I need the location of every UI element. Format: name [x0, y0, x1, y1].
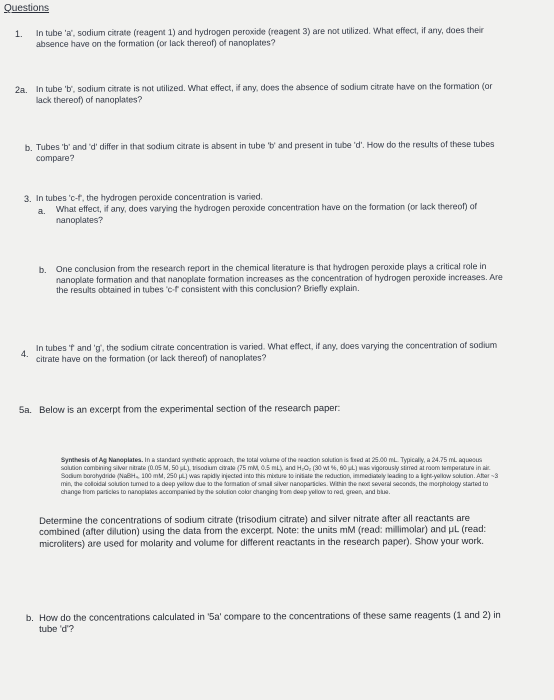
question-4-text: In tubes 'f' and 'g', the sodium citrate concentration is varied. What effect, if any, does varying the concentration of sodium citrate have on the formation (or lack thereof) of nanoplates?	[36, 339, 498, 364]
question-5a-prompt: Determine the concentrations of sodium citrate (trisodium citrate) and silver nitrate after all reactants are combined (after dilution) using the data from the excerpt. Note: the units mM (read: millimolar) and μL (read: microliters) are used for molarity and volume for different reactants in the research paper). Show your work.	[39, 511, 487, 549]
question-5b-number: b.	[26, 612, 34, 623]
question-3-number: 3.	[24, 194, 32, 204]
question-3a-text: What effect, if any, does varying the hydrogen peroxide concentration have on the formation (or lack thereof) of nanoplates?	[56, 201, 478, 225]
question-2a-number: 2a.	[15, 85, 28, 95]
question-3b-text: One conclusion from the research report in the chemical literature is that hydrogen peroxide plays a critical role in nanoplate formation and that nanoplate formation increases as the concentration of hydrogen peroxide increases. Are the results obtained in tubes 'c-f' consistent with this conclusion? Briefly explain.	[56, 260, 503, 296]
research-excerpt	[61, 457, 499, 497]
question-2a-text: In tube 'b', sodium citrate is not utilized. What effect, if any, does the absence of sodium citrate have on the formation (or lack thereof) of nanoplates?	[36, 80, 493, 105]
excerpt-body: In a standard synthetic approach, the total volume of the reaction solution is fixed at 25.00 mL. Typically, a 24.75 mL aqueous solution combining silver nitrate (0.05 M, 50 μL), trisodium citrate (75 mM, 0.5 mL), and H₂O₂ (30 wt %, 60 μL) was vigorously stirred at room temperature in air. Sodium borohydride (NaBH₄, 100 mM, 250 μL) was rapidly injected into this mixture to initiate the reduction, immediately leading to a light-yellow solution. After ~3 min, the colloidal solution turned to a deep yellow due to the formation of small silver nanoparticles. Within the next several seconds, the morphology started to change from particles to nanoplates accompanied by the solution color changing from deep yellow to red, green, and blue.	[61, 457, 499, 496]
question-3a-number: a.	[38, 206, 46, 216]
question-2b-text: Tubes 'b' and 'd' differ in that sodium citrate is absent in tube 'b' and present in tube 'd'. How do the results of these tubes compare?	[36, 138, 495, 163]
question-3b-number: b.	[39, 265, 47, 275]
page-title: Questions	[4, 3, 50, 14]
question-5b-text: How do the concentrations calculated in '5a' compare to the concentrations of these same reagents (1 and 2) in tube 'd'?	[39, 608, 501, 635]
question-2b-number: b.	[25, 143, 33, 153]
question-5a-number: 5a.	[19, 404, 33, 415]
excerpt-title: Synthesis of Ag Nanoplates.	[61, 457, 144, 464]
question-1-number: 1.	[15, 29, 23, 39]
question-3-text: In tubes 'c-f', the hydrogen peroxide concentration is varied.	[36, 191, 263, 203]
question-1-text: In tube 'a', sodium citrate (reagent 1) and hydrogen peroxide (reagent 3) are not utilized. What effect, if any, does their absence have on the formation (or lack thereof) of nanoplates?	[36, 24, 484, 49]
question-4-number: 4.	[21, 349, 29, 359]
question-5a-intro: Below is an excerpt from the experimental section of the research paper:	[39, 401, 341, 415]
